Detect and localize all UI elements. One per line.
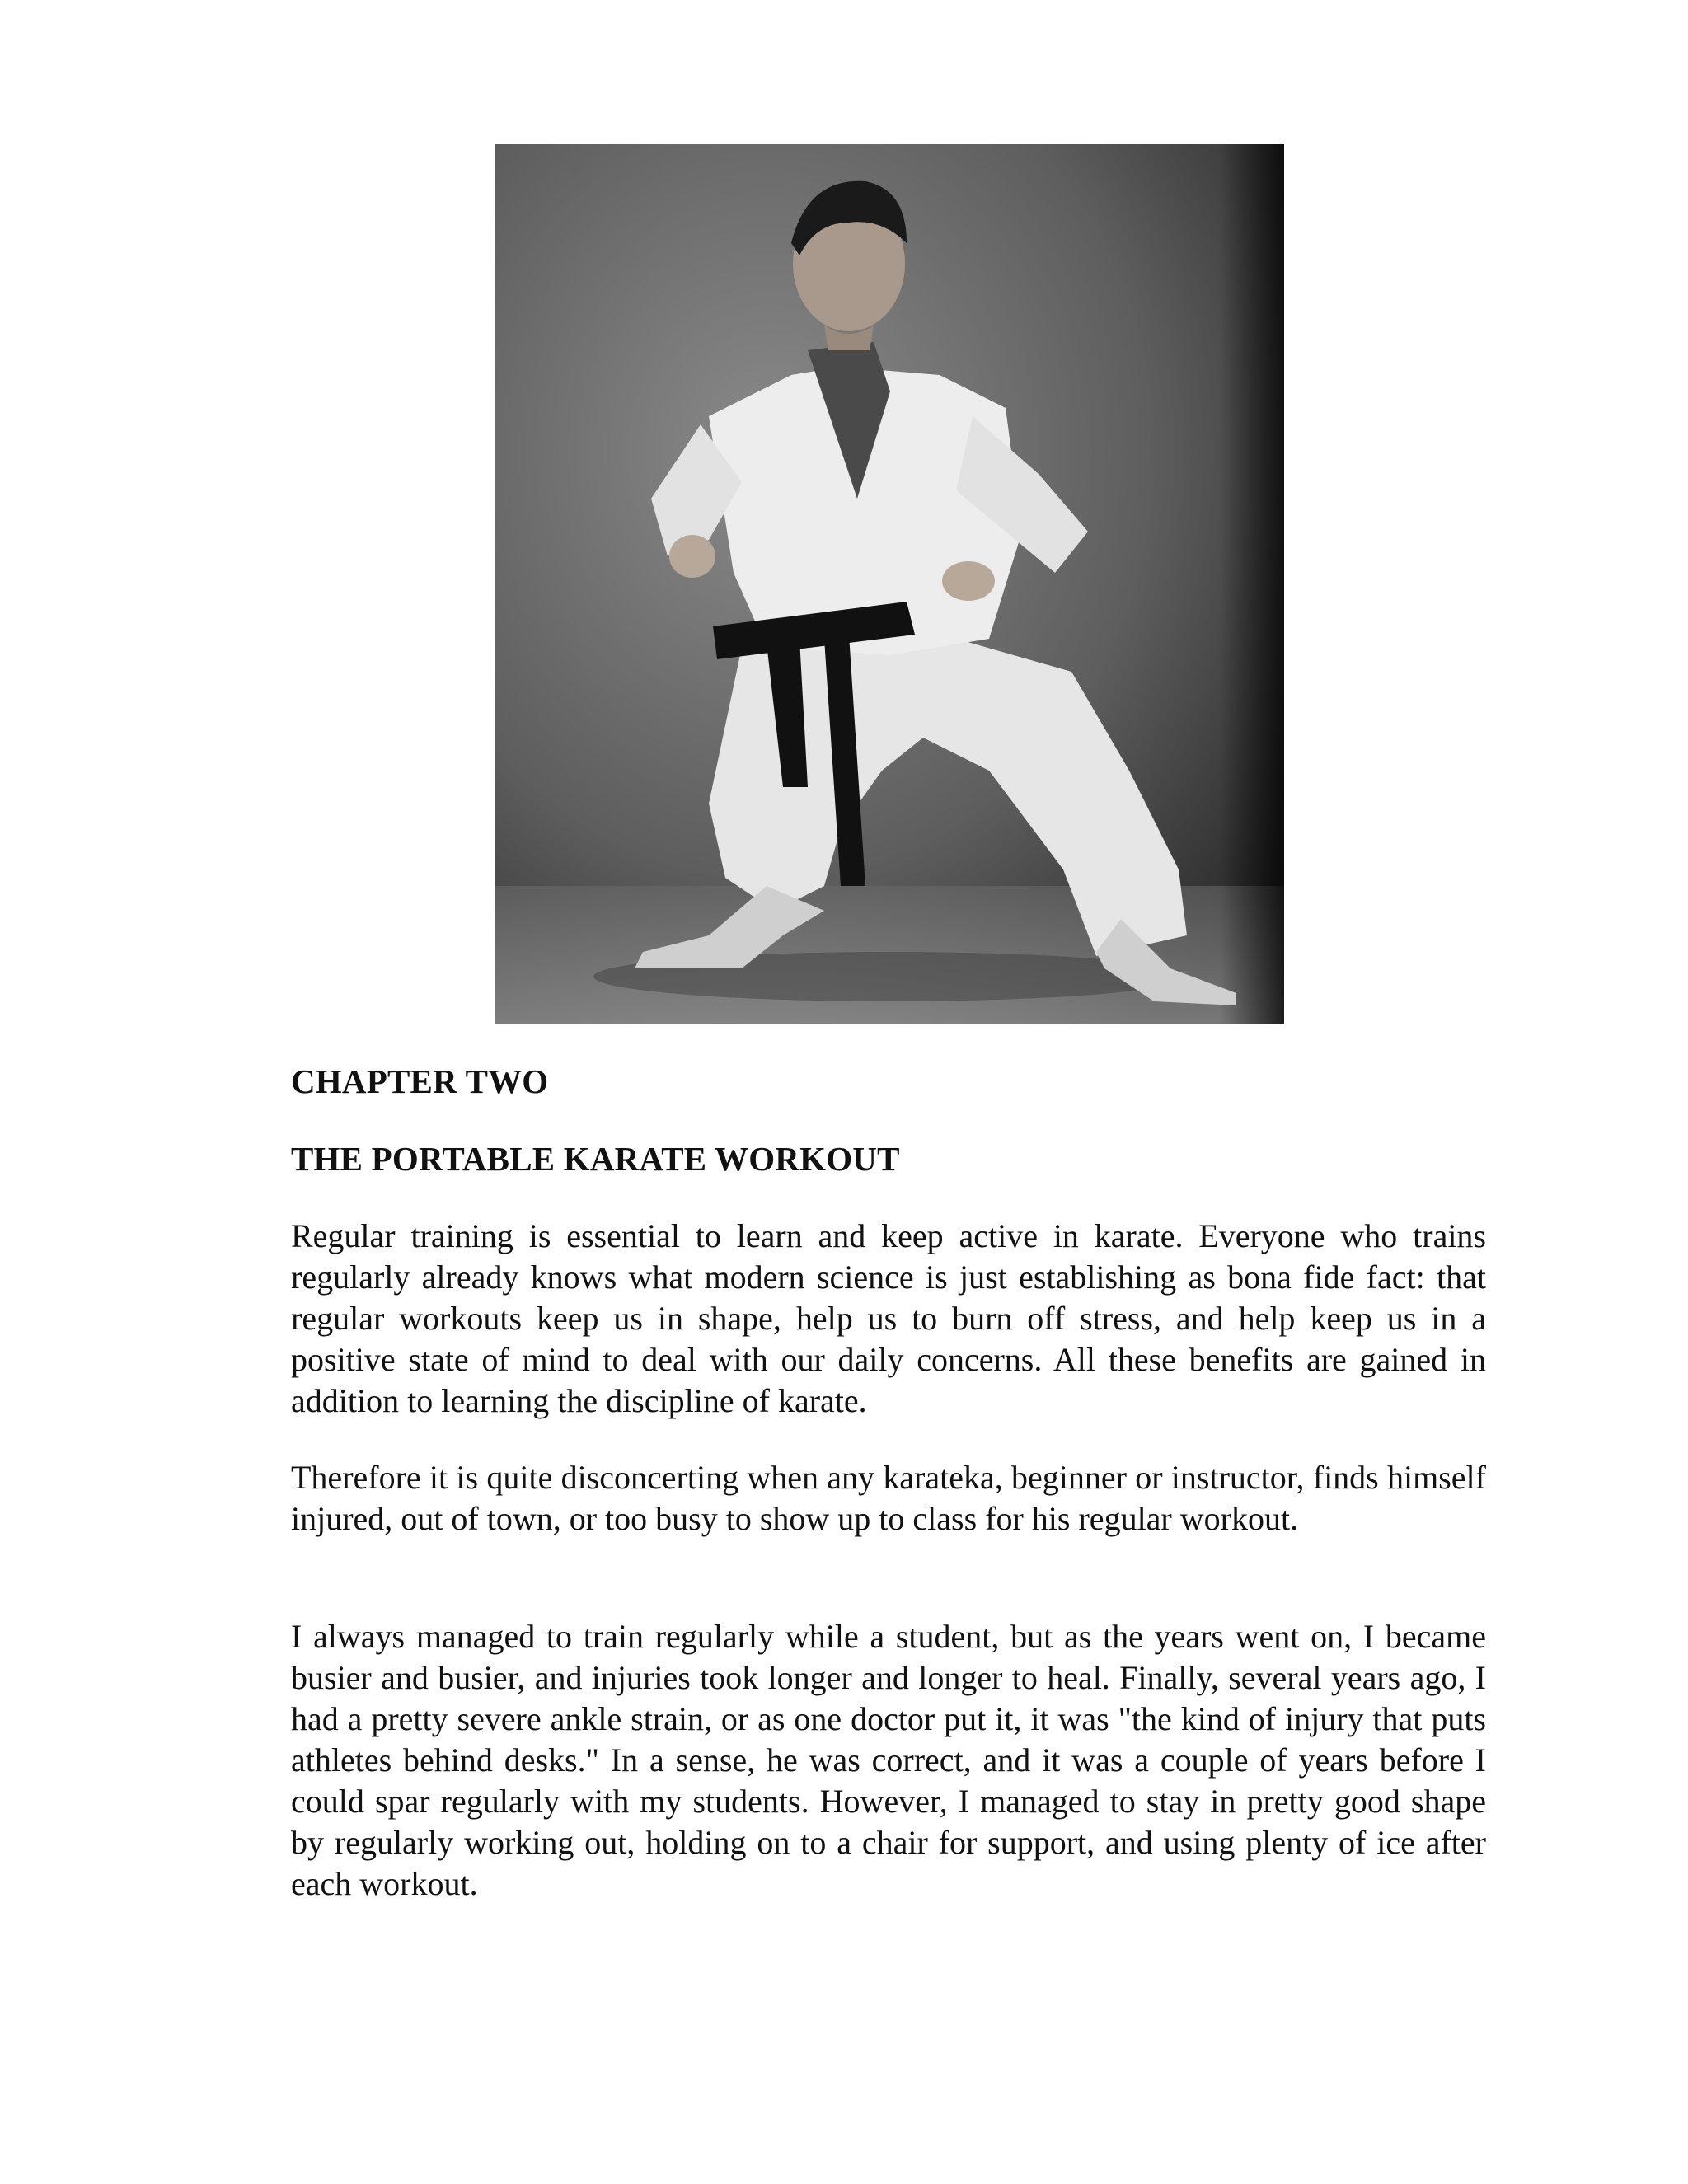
chapter-label: CHAPTER TWO	[291, 1062, 549, 1100]
body-paragraph: Regular training is essential to learn and keep active in karate. Everyone who trains regularly already knows what modern science is just establishing as bona fide fact: that regular workouts keep us in shape, help us to burn off stress, and help keep us in a positive state of mind to deal with our daily concerns. All these benefits are gained in addition to learning the discipline of karate.	[291, 1217, 1486, 1419]
chapter-title: THE PORTABLE KARATE WORKOUT	[291, 1140, 900, 1178]
karate-figure-illustration	[495, 144, 1284, 1024]
karate-stance-photo	[495, 144, 1284, 1024]
body-paragraph: I always managed to train regularly while a student, but as the years went on, I became busier and busier, and injuries took longer and longer to heal. Finally, several years ago, I had a pretty severe ankle strain, or as one doctor put it, it was "the kind of injury that puts athletes behind desks." In a sense, he was correct, and it was a couple of years before I could spar regularly with my students. However, I managed to stay in pretty good shape by regularly working out, holding on to a chair for support, and using plenty of ice after each workout.	[291, 1618, 1486, 1902]
body-paragraph: Therefore it is quite disconcerting when any karateka, beginner or instructor, finds himself injured, out of town, or too busy to show up to class for his regular workout.	[291, 1459, 1486, 1537]
